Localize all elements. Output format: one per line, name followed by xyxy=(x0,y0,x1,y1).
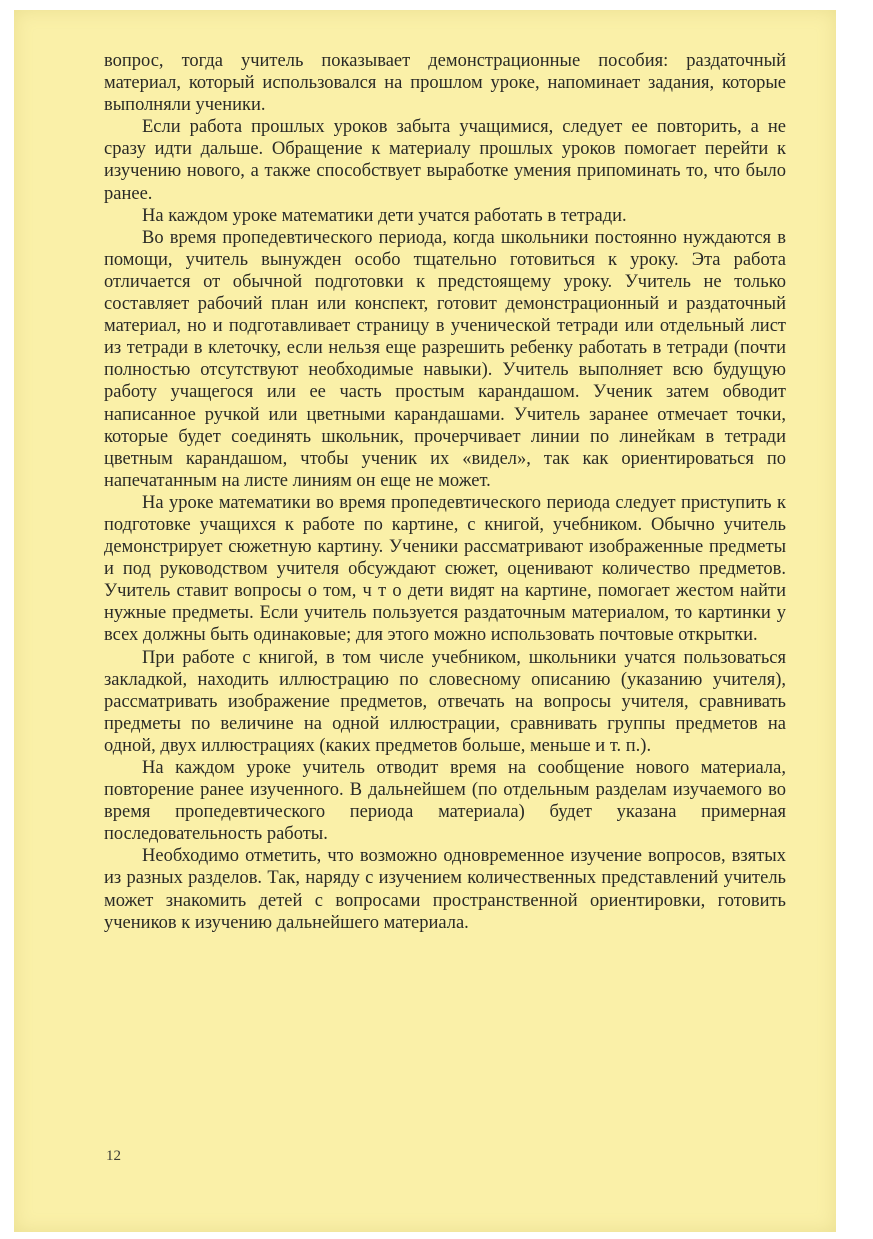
paragraph: Необходимо отметить, что возможно одновременное изучение вопросов, взятых из разных разделов. Так, наряду с изучением количественных представлений учитель может знакомить детей с вопросами пространственной ориентировки, готовить учеников к изучению дальнейшего материала. xyxy=(104,846,786,933)
page-number: 12 xyxy=(106,1148,121,1164)
paragraph: вопрос, тогда учитель показывает демонстрационные пособия: раздаточный материал, который использовался на прошлом уроке, напоминает задания, которые выполняли ученики. xyxy=(104,51,786,116)
paragraph: При работе с книгой, в том числе учебником, школьники учатся пользоваться закладкой, находить иллюстрацию по словесному описанию (указанию учителя), рассматривать изображение предметов, отвечать на вопросы учителя, сравнивать предметы по величине на одной иллюстрации, сравнивать группы предметов на одной, двух иллюстрациях (каких предметов больше, меньше и т. п.). xyxy=(104,647,786,756)
paragraph: На уроке математики во время пропедевтического периода следует приступить к подготовке учащихся к работе по картине, с книгой, учебником. Обычно учитель демонстрирует сюжетную картину. Ученики рассматривают изображенные предметы и под руководством учителя обсуждают сюжет, оценивают количество предметов. Учитель ставит вопросы о том, ч т о дети видят на картине, помогает жестом найти нужные предметы. Если учитель пользуется раздаточным материалом, то картинки у всех должны быть одинаковые; для этого можно использовать почтовые открытки. xyxy=(104,492,786,646)
paragraph: Если работа прошлых уроков забыта учащимися, следует ее повторить, а не сразу идти дальше. Обращение к материалу прошлых уроков помогает перейти к изучению нового, а также способствует выработке умения припоминать то, что было ранее. xyxy=(104,117,786,204)
body-text xyxy=(104,50,786,934)
paragraph: На каждом уроке математики дети учатся работать в тетради. xyxy=(142,205,627,226)
book-page xyxy=(14,10,836,1232)
paragraph: На каждом уроке учитель отводит время на сообщение нового материала, повторение ранее изученного. В дальнейшем (по отдельным разделам изучаемого во время пропедевтического периода материала) будет указана примерная последовательность работы. xyxy=(104,758,786,845)
paragraph: Во время пропедевтического периода, когда школьники постоянно нуждаются в помощи, учитель вынужден особо тщательно готовиться к уроку. Эта работа отличается от обычной подготовки к предстоящему уроку. Учитель не только составляет рабочий план или конспект, готовит демонстрационный и раздаточный материал, но и подготавливает страницу в ученической тетради или отдельный лист из тетради в клеточку, если нельзя еще разрешить ребенку работать в тетради (почти полностью отсутствуют необходимые навыки). Учитель выполняет всю будущую работу учащегося или ее часть простым карандашом. Ученик затем обводит написанное ручкой или цветными карандашами. Учитель заранее отмечает точки, которые будет соединять школьник, прочерчивает линии по линейкам в тетради цветным карандашом, чтобы ученик их «видел», так как ориентироваться по напечатанным на листе линиям он еще не может. xyxy=(104,227,786,491)
